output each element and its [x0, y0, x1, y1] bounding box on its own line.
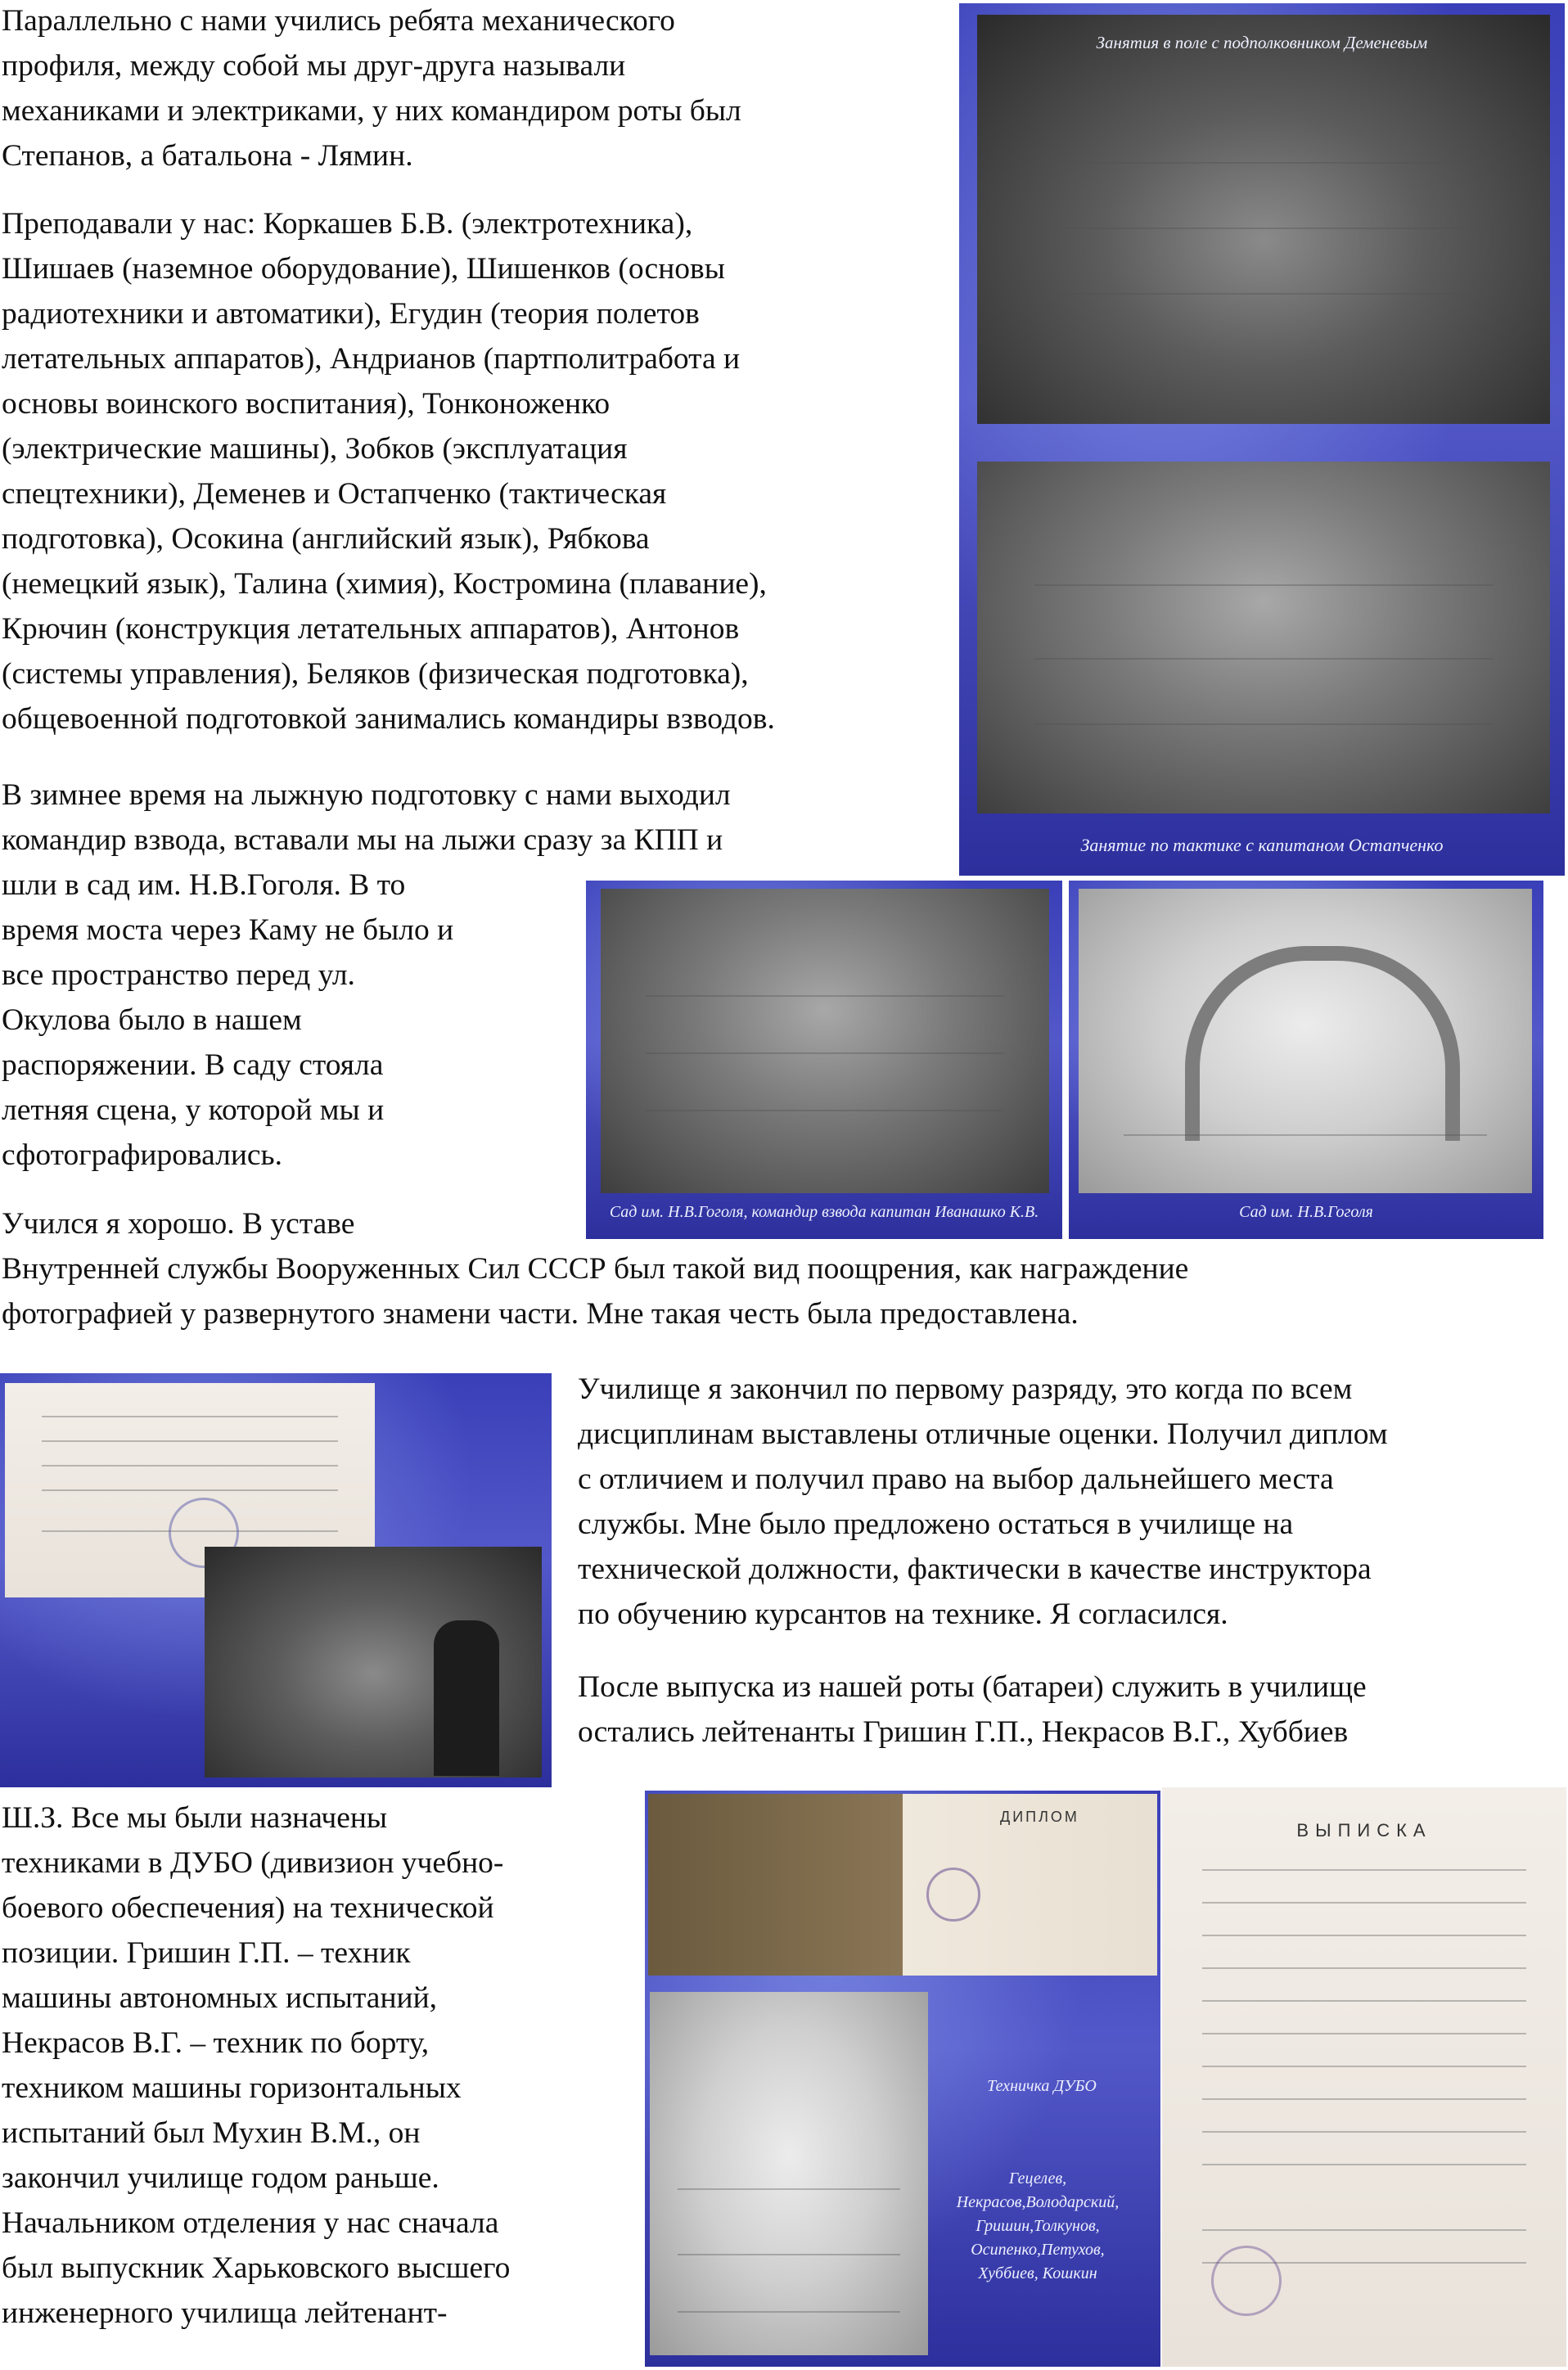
caption-field: Занятия в поле с подполковником Деменевым — [1096, 33, 1428, 52]
caption-dubo-names: Гецелев, Некрасов,Володарский, Гришин,Толкунов, Осипенко,Петухов, Хуббиев, Кошкин — [956, 2169, 1120, 2282]
photo-panel-diploma — [645, 1791, 1160, 2367]
photo-panel-reward — [0, 1373, 552, 1787]
diploma-title: ДИПЛОМ — [1000, 1809, 1079, 1825]
photo-panel-ski — [586, 881, 1062, 1239]
paragraph-study-start: Учился я хорошо. В уставе — [2, 1207, 355, 1241]
photo-panel-field — [959, 3, 1565, 876]
paragraph-graduation: Училище я закончил по первому разряду, это когда по всем дисциплинам выставлены отличные оценки. Получил диплом с отличием и получил право на выбор дальнейшего места службы. Мне было предложено остаться в училище на технической должности, фактически в качестве инструктора по обучению курсантов на технике. Я согласился. — [578, 1372, 1388, 1631]
photo-extract-document — [1162, 1787, 1566, 2367]
paragraph-teachers: Преподавали у нас: Коркашев Б.В. (электротехника), Шишаев (наземное оборудование), Шишенков (основы радиотехники и автоматики), Егудин (теория полетов летательных аппаратов), Андрианов (партполитработа и основы воинского воспитания), Тонконоженко (электрические машины), Зобков (эксплуатация спецтехники), Деменев и Остапченко (тактическая подготовка), Осокина (английский язык), Рябкова (немецкий язык), Талина (химия), Костромина (плавание), Крючин (конструкция летательных аппаратов), Антонов (системы управления), Беляков (физическая подготовка), общевоенной подготовкой занимались командиры взводов. — [2, 207, 775, 736]
paragraph-after-graduation: После выпуска из нашей роты (батареи) служить в училище остались лейтенанты Гришин Г.П., Некрасов В.Г., Хуббиев — [578, 1670, 1367, 1749]
photo-flag-portrait — [205, 1547, 542, 1778]
caption-stage: Сад им. Н.В.Гоголя — [1239, 1203, 1373, 1221]
paragraph-study-reward: Внутренней службы Вооруженных Сил СССР был такой вид поощрения, как награждение фотографией у развернутого знамени части. Мне такая честь была предоставлена. — [2, 1252, 1189, 1331]
photo-tactics — [977, 462, 1550, 813]
photo-ski-training — [601, 889, 1049, 1193]
paragraph-ski-intro: В зимнее время на лыжную подготовку с нами выходил командир взвода, вставали мы на лыжи сразу за КПП и — [2, 778, 731, 857]
extract-title: ВЫПИСКА — [1296, 1820, 1432, 1841]
caption-tactics: Занятие по тактике с капитаном Остапченко — [1080, 835, 1444, 855]
photo-diploma — [648, 1794, 1157, 1976]
photo-field-exercise — [977, 15, 1550, 424]
paragraph-classmates: Параллельно с нами учились ребята механического профиля, между собой мы друг-друга называли механиками и электриками, у них командиром роты был Степанов, а батальона - Лямин. — [2, 4, 741, 173]
photo-summer-stage — [1079, 889, 1532, 1193]
paragraph-dubo: Ш.З. Все мы были назначены техниками в ДУБО (дивизион учебно- боевого обеспечения) на технической позиции. Гришин Г.П. – техник машины автономных испытаний, Некрасов В.Г. – техник по борту, техником машины горизонтальных испытаний был Мухин В.М., он закончил училище годом раньше. Начальником отделения у нас сначала был выпускник Харьковского высшего инженерного училища лейтенант- — [2, 1801, 511, 2330]
paragraph-ski-garden: шли в сад им. Н.В.Гоголя. В то время моста через Каму не было и все пространство перед ул. Окулова было в нашем распоряжении. В саду стояла летняя сцена, у которой мы и сфотографировались. — [2, 868, 454, 1172]
photo-dubo-team — [650, 1992, 928, 2355]
caption-ski: Сад им. Н.В.Гоголя, командир взвода капитан Иванашко К.В. — [609, 1203, 1039, 1221]
photo-panel-stage — [1069, 881, 1543, 1239]
caption-dubo-title: Техничка ДУБО — [987, 2077, 1097, 2095]
